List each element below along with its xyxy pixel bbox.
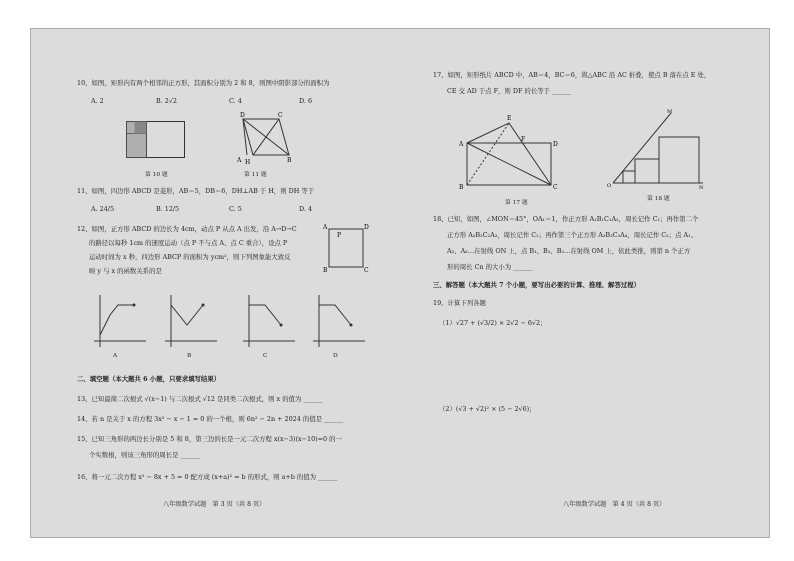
q16-text: 16、将一元二次方程 x² − 8x + 5 = 0 配方成 (x+a)² = b 的形式，则 a+b 的值为 ______ [77,473,338,481]
q18-line1: 18、已知，如图，∠MON＝45°，OA₁＝1，作正方形 A₁B₁C₁A₂，周长记作 C₁；再作第二个 [433,215,699,223]
right-footer: 八年级数学试题 第 4 页（共 8 页） [563,501,666,508]
svg-text:A: A [237,157,242,164]
q11-option-a: A. 24/5 [91,205,115,213]
q10-figure [126,121,186,159]
q19-text: 19、计算下列各题 [433,299,486,307]
q12-graph-c [235,291,299,351]
q18-caption: 第 18 题 [647,196,670,202]
q11-text: 11、如图，四边形 ABCD 是菱形，AB＝5，DB＝6，DH⊥AB 于 H，则 DH 等于 [77,187,315,195]
q10-option-b: B. 2√2 [156,97,177,105]
svg-text:E: E [507,115,512,122]
q12-graph-label-d: D [333,353,338,359]
svg-text:B: B [459,184,464,191]
q19-part1: （1）√27 + (√3/2) × 2√2 − 6√2； [439,319,547,327]
q17-line1: 17、如图，矩形纸片 ABCD 中，AB＝4，BC＝6，将△ABC 沿 AC 折叠，使点 B 落在点 E 处， [433,71,711,79]
q17-caption: 第 17 题 [505,200,528,206]
q18-line3: A₂、A₃…在射线 ON 上，点 B₁、B₂、B₃…在射线 OM 上，依此类推，则第 n 个正方 [447,247,691,255]
svg-text:P: P [337,232,342,239]
q10-option-d: D. 6 [299,97,313,105]
q11-figure [231,111,295,165]
q17-line2: CE 交 AD 于点 F，则 DF 的长等于 ______ [447,87,572,95]
left-page [31,29,391,537]
q12-graph-d [305,291,369,351]
svg-text:F: F [521,136,526,143]
q12-line2: 的路径以每秒 1cm 的速度运动（点 P 不与点 A、点 C 重合），设点 P [89,239,288,247]
q11-option-d: D. 4 [299,205,313,213]
q12-line4: 映 y 与 x 的函数关系的是 [89,267,162,275]
svg-text:C: C [553,184,558,191]
q15-line2: 个实数根，则该三角形的周长是 ______ [89,451,200,459]
q15-line1: 15、已知三角形的两边长分别是 5 和 8，第三边的长是一元二次方程 x(x−3)(x−10)=0 的一 [77,435,342,443]
q18-line4: 形的周长 Cn 的大小为 ______ [447,263,533,271]
left-footer: 八年级数学试题 第 3 页（共 8 页） [163,501,266,508]
q12-line1: 12、如图，正方形 ABCD 的边长为 4cm，动点 P 从点 A 出发，沿 A→D→C [77,225,297,233]
q14-text: 14、若 n 是关于 x 的方程 3x² − x − 1 = 0 的一个根，则 6n² − 2n + 2024 的值是 ______ [77,415,344,423]
q11-caption: 第 11 题 [244,172,267,178]
exam-sheet [30,28,770,538]
svg-text:B: B [287,157,292,164]
svg-text:N: N [699,185,704,191]
svg-text:A: A [459,141,464,148]
q13-text: 13、已知最简二次根式 √(x−1) 与二次根式 √12 是同类二次根式，则 x 的值为 ______ [77,395,323,403]
svg-text:M: M [667,109,673,115]
q12-graph-label-b: B [187,353,192,359]
right-page [415,29,769,537]
svg-text:D: D [240,112,245,119]
svg-text:D: D [553,141,558,148]
svg-text:C: C [278,112,283,119]
svg-text:H: H [245,159,251,165]
svg-text:C: C [364,267,369,273]
q12-graph-a [86,291,150,351]
svg-text:A: A [323,224,328,231]
q10-caption: 第 10 题 [145,172,168,178]
q11-option-c: C. 5 [229,205,242,213]
svg-text:O: O [607,183,612,189]
svg-text:B: B [323,267,328,273]
q12-square-figure [323,223,369,273]
q12-graph-label-a: A [113,353,118,359]
svg-text:D: D [364,224,369,231]
section-2-heading: 二、填空题（本大题共 6 小题，只要求填写结果） [77,375,221,383]
q12-graph-label-c: C [263,353,268,359]
q10-option-c: C. 4 [229,97,242,105]
q12-graph-b [157,291,221,351]
section-3-heading: 三、解答题（本大题共 7 个小题，要写出必要的计算、推理、解答过程） [433,281,641,289]
q12-line3: 运动时间为 x 秒，四边形 ABCP 的面积为 ycm²，则下列图象能大致反 [89,253,291,261]
q10-text: 10、如图，矩形内有两个相邻的正方形，其面积分别为 2 和 8，则图中阴影部分的面积为 [77,79,330,87]
q18-figure [607,107,707,193]
q19-part2: （2）(√3 + √2)² × (5 − 2√6)； [439,405,536,413]
q18-line2: 正方形 A₂B₂C₂A₃，周长记作 C₂；再作第三个正方形 A₃B₃C₃A₄，周长记作 C₃；点 A₁、 [447,231,698,239]
q11-option-b: B. 12/5 [156,205,180,213]
q17-figure [457,109,567,193]
q10-option-a: A. 2 [91,97,104,105]
